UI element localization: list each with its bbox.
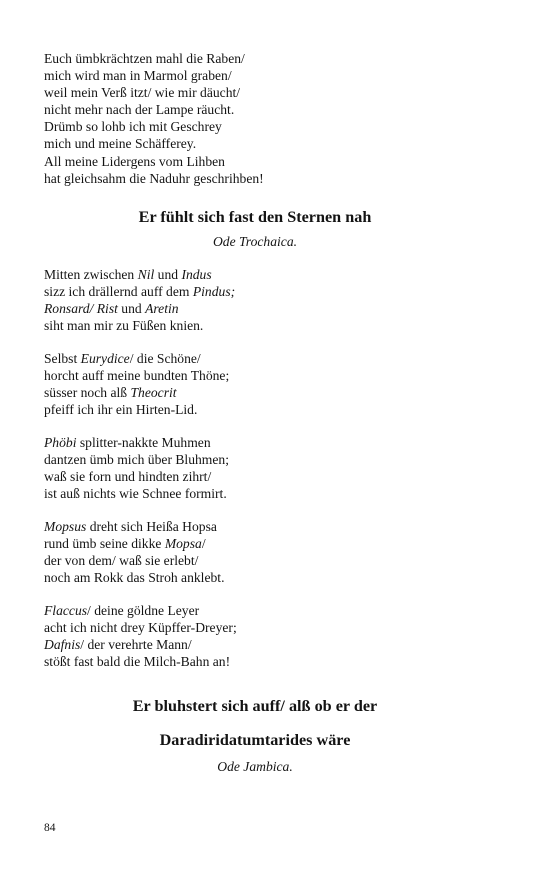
verse-text: sizz ich drällernd auff dem	[44, 284, 193, 300]
verse-text: und	[154, 267, 182, 282]
stanza-5	[44, 602, 504, 670]
page-number: 84	[44, 822, 56, 834]
italic-name: Ronsard/ Rist	[44, 301, 118, 317]
verse-text: stößt fast bald die Milch-Bahn an!	[44, 654, 231, 670]
italic-name: Eurydice	[80, 351, 130, 366]
verse-line	[44, 350, 504, 367]
verse-text: acht ich nicht drey Küpffer-Dreyer;	[44, 620, 237, 636]
verse-line: nicht mehr nach der Lampe räucht.	[44, 102, 235, 118]
italic-name: Indus	[181, 267, 212, 282]
verse-text: rund ümb seine dikke	[44, 536, 165, 552]
italic-name: Aretin	[145, 301, 179, 317]
verse-line	[44, 468, 504, 485]
verse-text: Mitten zwischen	[44, 267, 138, 282]
verse-line	[44, 569, 504, 586]
verse-text: pfeiff ich ihr ein Hirten-Lid.	[44, 402, 198, 418]
stanza-3	[44, 434, 504, 502]
italic-name: Flaccus	[44, 603, 88, 618]
verse-text: noch am Rokk das Stroh anklebt.	[44, 570, 225, 586]
verse-line	[44, 619, 504, 636]
verse-line	[44, 384, 504, 401]
verse-line	[44, 552, 504, 569]
verse-line: mich wird man in Marmol graben/	[44, 68, 232, 84]
verse-text: /	[201, 536, 206, 552]
verse-line	[44, 485, 504, 502]
verse-text: splitter-nakkte Muhmen	[76, 435, 211, 450]
verse-text: der von dem/ waß sie erlebt/	[44, 553, 199, 569]
verse-line: mich und meine Schäfferey.	[44, 136, 197, 152]
italic-name: Pindus;	[192, 284, 236, 300]
verse-line: hat gleichsahm die Naduhr geschrihben!	[44, 170, 264, 186]
verse-line	[44, 653, 504, 670]
verse-text: und	[117, 301, 146, 317]
verse-text: süsser noch alß	[44, 385, 131, 401]
verse-text: / deine göldne Leyer	[87, 603, 200, 618]
italic-name: Mopsa	[164, 536, 202, 552]
poem-subtitle-1: Ode Trochaica.	[212, 234, 298, 249]
verse-text: / die Schöne/	[129, 351, 201, 366]
verse-line	[44, 317, 504, 334]
verse-line: Drümb so lohb ich mit Geschrey	[44, 119, 222, 135]
verse-line: Euch ümbkrächtzen mahl die Raben/	[44, 51, 245, 66]
verse-text: horcht auff meine bundten Thöne;	[44, 368, 230, 384]
stanza-4	[44, 518, 504, 586]
poem-title-1: Er fühlt sich fast den Sternen nah	[138, 208, 372, 226]
stanza-1	[44, 266, 504, 334]
verse-text: ist auß nichts wie Schnee formirt.	[44, 486, 227, 502]
verse-line: All meine Lidergens vom Lihben	[44, 153, 225, 169]
verse-text: / der verehrte Mann/	[80, 637, 192, 653]
verse-line	[44, 266, 504, 283]
italic-name: Mopsus	[44, 519, 87, 534]
verse-text: Selbst	[44, 351, 81, 366]
poem-stanza-top	[44, 50, 504, 187]
verse-text: dantzen ümb mich über Bluhmen;	[44, 452, 229, 468]
verse-line	[44, 451, 504, 468]
italic-name: Dafnis	[44, 637, 81, 653]
verse-line	[44, 602, 504, 619]
verse-line: weil mein Verß itzt/ wie mir däucht/	[44, 85, 241, 101]
stanza-2	[44, 350, 504, 418]
verse-text: siht man mir zu Füßen knien.	[44, 318, 204, 334]
verse-line	[44, 636, 504, 653]
poem-title-2-line-1: Er bluhstert sich auff/ alß ob er der	[132, 697, 378, 715]
verse-line	[44, 401, 504, 418]
verse-text: dreht sich Heißa Hopsa	[86, 519, 217, 534]
italic-name: Phöbi	[44, 435, 77, 450]
italic-name: Nil	[137, 267, 155, 282]
verse-line	[44, 367, 504, 384]
poem-subtitle-2: Ode Jambica.	[217, 759, 293, 774]
poem-title-2-line-2: Daradiridatumtarides wäre	[159, 731, 351, 749]
verse-line	[44, 518, 504, 535]
italic-name: Theocrit	[130, 385, 177, 401]
verse-line	[44, 283, 504, 300]
verse-line	[44, 300, 504, 317]
verse-line	[44, 434, 504, 451]
verse-line	[44, 535, 504, 552]
verse-text: waß sie forn und hindten zihrt/	[44, 469, 212, 485]
